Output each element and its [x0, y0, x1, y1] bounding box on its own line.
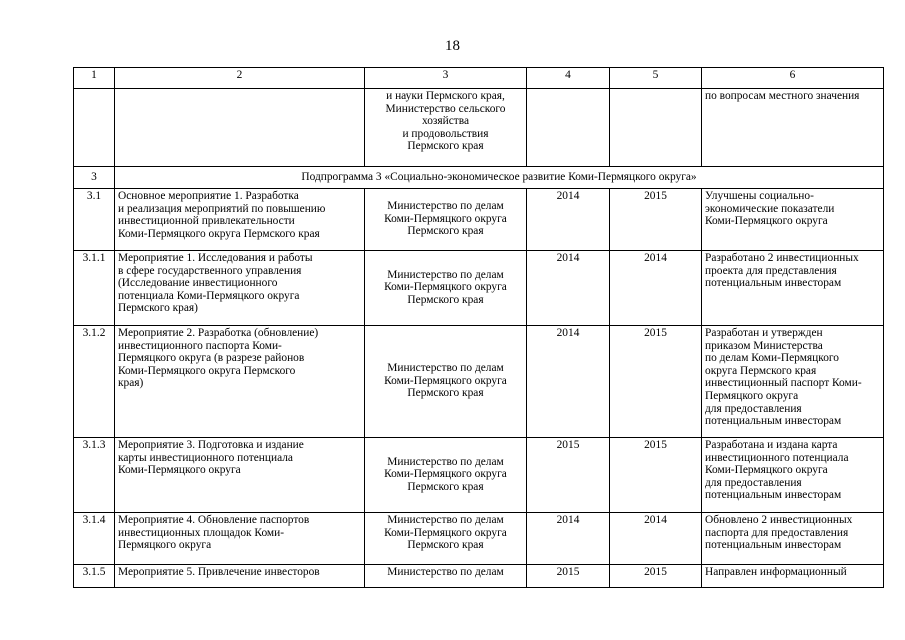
expected-result: Разработана и издана карта инвестиционного потенциала Коми-Пермяцкого округа для предоставления потенциальным инвесторам: [702, 438, 884, 513]
responsible-executor: Министерство по делам Коми-Пермяцкого округа Пермского края: [365, 326, 527, 438]
responsible-executor: и науки Пермского края, Министерство сельского хозяйства и продовольствия Пермского края: [365, 89, 527, 167]
column-header: 6: [702, 68, 884, 89]
measure-name: Мероприятие 5. Привлечение инвесторов: [115, 565, 365, 588]
table-row: [74, 189, 884, 251]
measure-name: Мероприятие 2. Разработка (обновление) инвестиционного паспорта Коми- Пермяцкого округа (в разрезе районов Коми-Пермяцкого округа Пермского края): [115, 326, 365, 438]
start-year: 2014: [527, 251, 610, 326]
column-header: 2: [115, 68, 365, 89]
end-year: 2014: [610, 513, 702, 565]
end-year: 2015: [610, 565, 702, 588]
subprogram-title: Подпрограмма 3 «Социально-экономическое развитие Коми-Пермяцкого округа»: [115, 167, 884, 189]
start-year: 2015: [527, 438, 610, 513]
measures-table: [73, 67, 884, 588]
responsible-executor: Министерство по делам: [365, 565, 527, 588]
measure-name: Мероприятие 1. Исследования и работы в сфере государственного управления (Исследование инвестиционного потенциала Коми-Пермяцкого округа Пермского края): [115, 251, 365, 326]
responsible-executor: Министерство по делам Коми-Пермяцкого округа Пермского края: [365, 513, 527, 565]
end-year: 2015: [610, 438, 702, 513]
responsible-executor: Министерство по делам Коми-Пермяцкого округа Пермского края: [365, 438, 527, 513]
table-header-row: [74, 68, 884, 89]
row-number: 3.1.1: [74, 251, 115, 326]
table-row: [74, 513, 884, 565]
end-year: [610, 89, 702, 167]
measure-name: Мероприятие 4. Обновление паспортов инвестиционных площадок Коми- Пермяцкого округа: [115, 513, 365, 565]
start-year: 2014: [527, 189, 610, 251]
table-row: [74, 565, 884, 588]
expected-result: по вопросам местного значения: [702, 89, 884, 167]
column-header: 5: [610, 68, 702, 89]
end-year: 2014: [610, 251, 702, 326]
expected-result: Направлен информационный: [702, 565, 884, 588]
column-header: 4: [527, 68, 610, 89]
page-number: 18: [445, 38, 460, 54]
column-header: 3: [365, 68, 527, 89]
end-year: 2015: [610, 189, 702, 251]
row-number: 3.1.2: [74, 326, 115, 438]
expected-result: Обновлено 2 инвестиционных паспорта для предоставления потенциальным инвесторам: [702, 513, 884, 565]
expected-result: Улучшены социально- экономические показатели Коми-Пермяцкого округа: [702, 189, 884, 251]
row-number: 3.1.4: [74, 513, 115, 565]
start-year: [527, 89, 610, 167]
row-number: 3: [74, 167, 115, 189]
row-number: 3.1.3: [74, 438, 115, 513]
responsible-executor: Министерство по делам Коми-Пермяцкого округа Пермского края: [365, 251, 527, 326]
expected-result: Разработано 2 инвестиционных проекта для представления потенциальным инвесторам: [702, 251, 884, 326]
responsible-executor: Министерство по делам Коми-Пермяцкого округа Пермского края: [365, 189, 527, 251]
table-row: [74, 251, 884, 326]
row-number: 3.1: [74, 189, 115, 251]
subprogram-row: [74, 167, 884, 189]
measure-name: Мероприятие 3. Подготовка и издание карты инвестиционного потенциала Коми-Пермяцкого округа: [115, 438, 365, 513]
row-number: [74, 89, 115, 167]
start-year: 2015: [527, 565, 610, 588]
measure-name: [115, 89, 365, 167]
table-row: [74, 326, 884, 438]
row-number: 3.1.5: [74, 565, 115, 588]
column-header: 1: [74, 68, 115, 89]
expected-result: Разработан и утвержден приказом Министерства по делам Коми-Пермяцкого округа Пермского края инвестиционный паспорт Коми- Пермяцкого округа для предоставления потенциальным инвесторам: [702, 326, 884, 438]
start-year: 2014: [527, 326, 610, 438]
start-year: 2014: [527, 513, 610, 565]
table-row: [74, 438, 884, 513]
table-row-continuation: [74, 89, 884, 167]
end-year: 2015: [610, 326, 702, 438]
measure-name: Основное мероприятие 1. Разработка и реализация мероприятий по повышению инвестиционной привлекательности Коми-Пермяцкого округа Пермского края: [115, 189, 365, 251]
